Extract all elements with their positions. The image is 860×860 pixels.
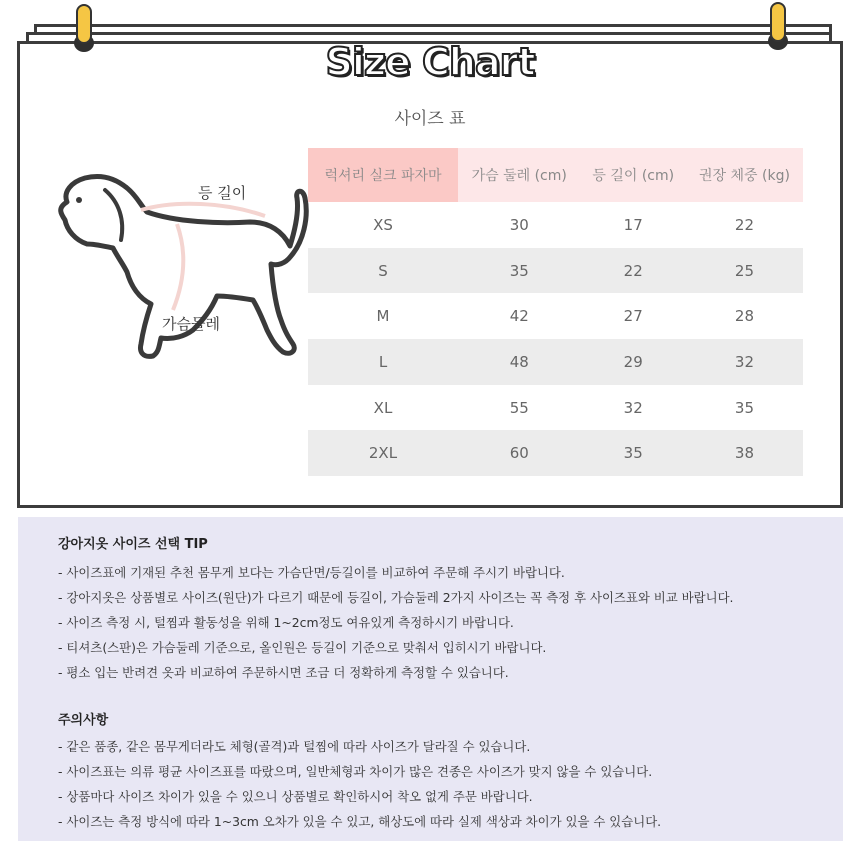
weight-cell: 35 [734,398,755,417]
tip-line: - 사이즈 측정 시, 털찜과 활동성을 위해 1~2cm정도 여유있게 측정하시기 바랍니다. [58,615,514,630]
tip-line: - 사이즈표에 기재된 추천 몸무게 보다는 가슴단면/등길이를 비교하여 주문해 주시기 바랍니다. [58,565,565,580]
size-cell: S [308,248,458,294]
tip-line: - 평소 입는 반려견 옷과 비교하여 주문하시면 조금 더 정확하게 측정할 수 있습니다. [58,665,509,680]
table-row [308,248,803,294]
tips-heading: 강아지옷 사이즈 선택 TIP [58,537,208,552]
back-cell: 35 [580,430,685,476]
table-header-row [308,148,803,202]
back-cell: 22 [580,248,685,294]
caution-line: - 사이즈표는 의류 평균 사이즈표를 따랐으며, 일반체형과 차이가 많은 견종은 사이즈가 맞지 않을 수 있습니다. [58,764,653,779]
weight-cell: 25 [686,248,803,294]
table-row [308,293,803,339]
table-header-back: 등 길이 (cm) [580,148,685,202]
size-table [308,148,803,476]
weight-cell: 22 [734,215,755,234]
back-cell: 17 [623,215,643,234]
chest-cell: 35 [458,248,581,294]
chest-cell: 42 [509,307,529,326]
table-row [308,385,803,431]
size-cell: XL [373,398,393,417]
chest-cell: 60 [458,430,581,476]
table-header-chest: 가슴 둘레 (cm) [458,148,581,202]
chest-cell: 30 [509,215,529,234]
back-length-label: 등 길이 [198,184,247,202]
back-cell: 27 [623,307,643,326]
back-cell: 29 [580,339,685,385]
dog-silhouette-icon [45,160,315,370]
table-header-weight: 권장 체중 (kg) [686,148,803,202]
weight-cell: 28 [734,307,755,326]
chest-cell: 55 [509,398,529,417]
table-row [308,202,803,248]
tips-panel [18,517,843,841]
chart-title: Size Chart [325,40,535,84]
caution-line: - 같은 품종, 같은 몸무게더라도 체형(골격)과 털찜에 따라 사이즈가 달라질 수 있습니다. [58,739,531,754]
size-cell: XS [373,215,393,234]
size-cell: 2XL [308,430,458,476]
tip-line: - 티셔츠(스판)은 가슴둘레 기준으로, 올인원은 등길이 기준으로 맞춰서 입히시기 바랍니다. [58,640,547,655]
size-cell: M [376,307,390,326]
chest-cell: 48 [458,339,581,385]
table-row [308,430,803,476]
caution-line: - 사이즈는 측정 방식에 따라 1~3cm 오차가 있을 수 있고, 해상도에 따라 실제 색상과 차이가 있을 수 있습니다. [58,814,662,829]
size-cell: L [308,339,458,385]
chest-girth-label: 가슴둘레 [162,315,220,333]
caution-line: - 상품마다 사이즈 차이가 있을 수 있으니 상품별로 확인하시어 착오 없게 주문 바랍니다. [58,789,533,804]
table-row [308,339,803,385]
table-header-product: 럭셔리 실크 파자마 [308,148,458,202]
caution-heading: 주의사항 [58,713,109,728]
back-cell: 32 [623,398,643,417]
tip-line: - 강아지옷은 상품별로 사이즈(원단)가 다르기 때문에 등길이, 가슴둘레 2가지 사이즈는 꼭 측정 후 사이즈표와 비교 바랍니다. [58,590,734,605]
chart-subtitle: 사이즈 표 [394,109,466,129]
weight-cell: 32 [686,339,803,385]
weight-cell: 38 [686,430,803,476]
